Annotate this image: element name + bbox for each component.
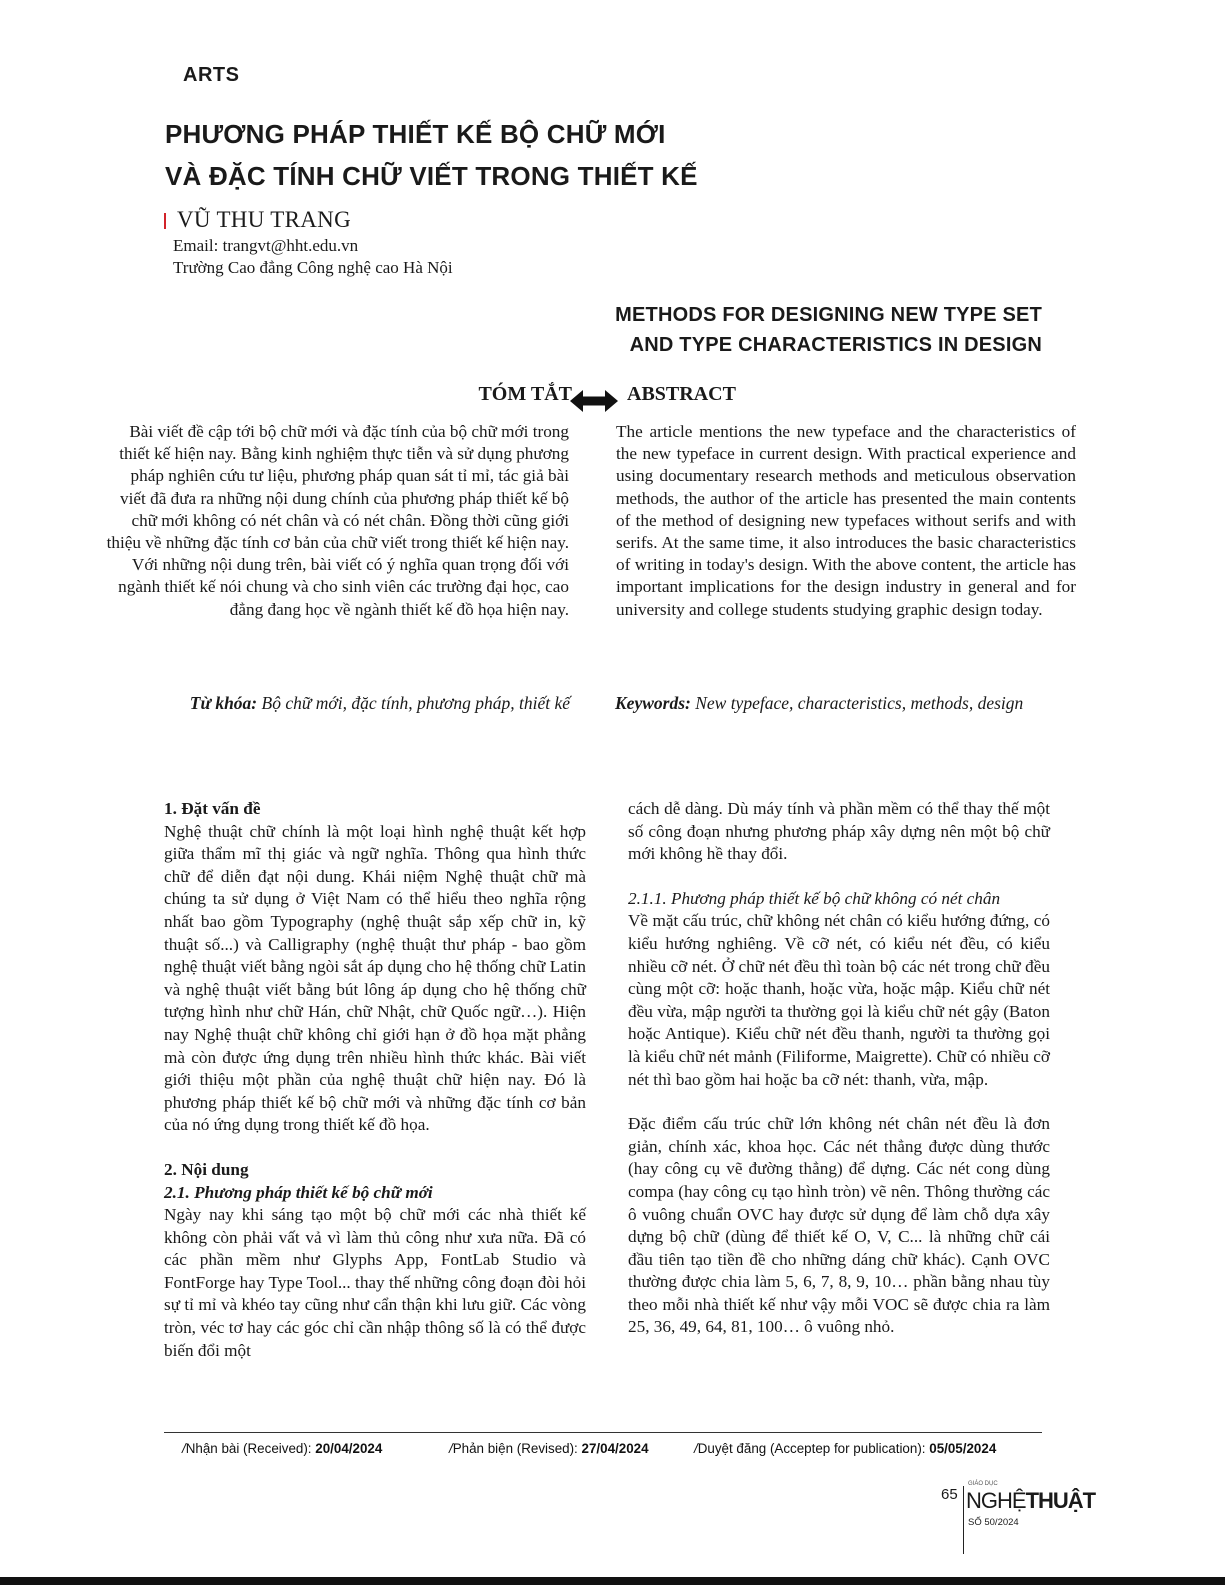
keywords-en-text: New typeface, characteristics, methods, design: [695, 693, 1024, 713]
abstract-en-heading: ABSTRACT: [627, 383, 736, 405]
double-headed-arrow-icon: [570, 388, 618, 414]
page-number: 65: [941, 1486, 958, 1503]
title-en-line-1: METHODS FOR DESIGNING NEW TYPE SET: [615, 304, 1042, 326]
body-column-right: [628, 798, 1050, 1339]
footer-rule: [164, 1432, 1042, 1433]
keywords-vi-label: Từ khóa:: [189, 693, 258, 713]
section-2-1-heading: 2.1. Phương pháp thiết kế bộ chữ mới: [164, 1182, 433, 1202]
footnote-accepted: /Duyệt đăng (Acceptep for publication): 05/05/2024: [694, 1441, 997, 1456]
accepted-label: Duyệt đăng (Acceptep for publication):: [697, 1441, 926, 1456]
revised-label: Phản biện (Revised):: [452, 1441, 578, 1456]
section-2-1-1-paragraph-2: Đặc điểm cấu trúc chữ lớn không nét chân nét đều là đơn giản, chính xác, khoa học. Các nét thẳng được dùng thước (hay công cụ vẽ đường thẳng) để dựng. Các nét cong dùng compa (hay công cụ tạo hình tròn) vẽ nên. Thông thường các ô vuông chuẩn OVC hay được sử dụng để làm chỗ dựa xây dựng bộ chữ (dùng để thiết kế O, V, C... là những chữ cái đầu tiên tạo tiền đề cho những dáng chữ khác). Cạnh OVC thường được chia làm 5, 6, 7, 8, 9, 10… phần bằng nhau tùy theo mỗi nhà thiết kế như vậy mỗi VOC sẽ được chia ra làm 25, 36, 49, 64, 81, 100… ô vuông nhỏ.: [628, 1114, 1050, 1337]
body-column-left: [164, 798, 586, 1362]
author-accent-bar: [164, 213, 166, 229]
abstract-vi-body: Bài viết đề cập tới bộ chữ mới và đặc tính của bộ chữ mới trong thiết kế hiện nay. Bằng kinh nghiệm thực tiễn và sử dụng phương pháp nghiên cứu tư liệu, phương pháp quan sát tỉ mỉ, tác giả bài viết đã đưa ra những nội dung chính của phương pháp thiết kế bộ chữ mới không có nét chân và có nét chân. Đồng thời cũng giới thiệu về những đặc tính cơ bản của chữ viết trong thiết kế hiện nay. Với những nội dung trên, bài viết có ý nghĩa quan trọng đối với ngành thiết kế nói chung và cho sinh viên các trường đại học, cao đẳng đang học về ngành thiết kế đồ họa hiện nay.: [106, 422, 569, 619]
section-label: ARTS: [183, 64, 240, 86]
revised-date: 27/04/2024: [581, 1441, 649, 1456]
keywords-en: [615, 692, 1040, 714]
keywords-en-label: Keywords:: [615, 693, 691, 713]
masthead-divider: [963, 1486, 964, 1554]
received-label: Nhận bài (Received):: [185, 1441, 312, 1456]
section-2-heading: 2. Nội dung: [164, 1159, 249, 1179]
magazine-name-part-a: NGHỆ: [966, 1488, 1026, 1513]
magazine-name-part-b: THUẬT: [1025, 1488, 1096, 1513]
keywords-vi-text: Bộ chữ mới, đặc tính, phương pháp, thiết kế: [261, 693, 570, 713]
author-affiliation: Trường Cao đẳng Công nghệ cao Hà Nội: [173, 258, 453, 277]
abstract-en-body: The article mentions the new typeface and the characteristics of the new typeface in current design. With practical experience and using documentary research methods and meticulous observation methods, the author of the article has presented the main contents of the method of designing new typefaces without serifs and with serifs. At the same time, it also introduces the basic characteristics of writing in today's design. With the above content, the article has important implications for the design industry in general and for university and college students studying graphic design today.: [616, 422, 1076, 619]
section-1-heading: 1. Đặt vấn đề: [164, 799, 261, 818]
magazine-logo: [966, 1488, 1095, 1514]
section-2-1-1-paragraph-1: Về mặt cấu trúc, chữ không nét chân có kiểu hướng đứng, có kiểu hướng nghiêng. Về cỡ nét, có kiểu nét đều, có kiểu nhiều cỡ nét. Ở chữ nét đều thì toàn bộ các nét trong chữ đều cùng một cỡ: hoặc thanh, hoặc vừa, hoặc mập. Kiểu chữ nét đều vừa, mập người ta thường gọi là kiểu chữ nét gậy (Baton hoặc Antique). Kiểu chữ nét đều thanh, người ta thường gọi là kiểu chữ nét mảnh (Filiforme, Maigrette). Chữ có nhiều cỡ nét thì bao gồm hai hoặc ba cỡ nét: thanh, vừa, mập.: [628, 911, 1050, 1089]
magazine-tagline: GIÁO DỤC: [968, 1481, 998, 1487]
article-title-vi: [165, 113, 865, 197]
title-vi-line-2: VÀ ĐẶC TÍNH CHỮ VIẾT TRONG THIẾT KẾ: [165, 161, 698, 191]
section-1-paragraph: Nghệ thuật chữ chính là một loại hình nghệ thuật kết hợp giữa thẩm mĩ thị giác và ngữ nghĩa. Thông qua hình thức chữ để diễn đạt nội dung. Khái niệm Nghệ thuật chữ mà chúng ta sử dụng ở Việt Nam có thể hiểu theo nghĩa rộng nhất bao gồm Typography (nghệ thuật sắp xếp chữ in, kỹ thuật số...) và Calligraphy (nghệ thuật thư pháp - bao gồm nghệ thuật viết bằng ngòi sắt áp dụng cho hệ thống chữ Latin và nghệ thuật viết bằng bút lông áp dụng cho hệ thống chữ tượng hình như chữ Hán, chữ Nhật, chữ Quốc ngữ…). Hiện nay Nghệ thuật chữ không chỉ giới hạn ở đồ họa mặt phẳng mà còn được ứng dụng trên nhiều hình thức khác. Bài viết giới thiệu một phần của nghệ thuật chữ hiện nay. Đó là phương pháp thiết kế bộ chữ mới và những đặc tính cơ bản của nó ứng dụng trong thiết kế đồ họa.: [164, 821, 586, 1135]
author-email: Email: trangvt@hht.edu.vn: [173, 236, 359, 255]
section-2-1-1-heading: 2.1.1. Phương pháp thiết kế bộ chữ không có nét chân: [628, 888, 1001, 908]
footnote-received: /Nhận bài (Received): 20/04/2024: [182, 1441, 383, 1456]
magazine-issue: SỐ 50/2024: [968, 1517, 1019, 1528]
section-2-1-paragraph-continued: cách dễ dàng. Dù máy tính và phần mềm có thể thay thế một số công đoạn nhưng phương pháp xây dựng nên một bộ chữ mới không hề thay đổi.: [628, 799, 1050, 864]
page-bottom-bar: [0, 1577, 1225, 1585]
section-2-1-paragraph: Ngày nay khi sáng tạo một bộ chữ mới các nhà thiết kế không còn phải vất vả vì làm thủ công như xưa nữa. Đã có các phần mềm như Glyphs App, FontLab Studio và FontForge hay Type Tool... thay thế những công đoạn đòi hỏi sự tỉ mỉ và khéo tay cũng như cẩn thận khi lưu giữ. Các vòng tròn, véc tơ hay các góc chỉ cần nhập thông số là có thể được biến đổi một: [164, 1205, 586, 1360]
received-date: 20/04/2024: [315, 1441, 383, 1456]
title-vi-line-1: PHƯƠNG PHÁP THIẾT KẾ BỘ CHỮ MỚI: [165, 119, 666, 149]
accepted-date: 05/05/2024: [929, 1441, 997, 1456]
abstract-vi-heading: TÓM TẮT: [478, 383, 572, 405]
keywords-vi: [110, 692, 570, 714]
article-title-en: [540, 300, 1042, 360]
title-en-line-2: AND TYPE CHARACTERISTICS IN DESIGN: [629, 334, 1042, 356]
author-name: VŨ THU TRANG: [177, 207, 351, 232]
footnote-revised: /Phản biện (Revised): 27/04/2024: [449, 1441, 649, 1456]
